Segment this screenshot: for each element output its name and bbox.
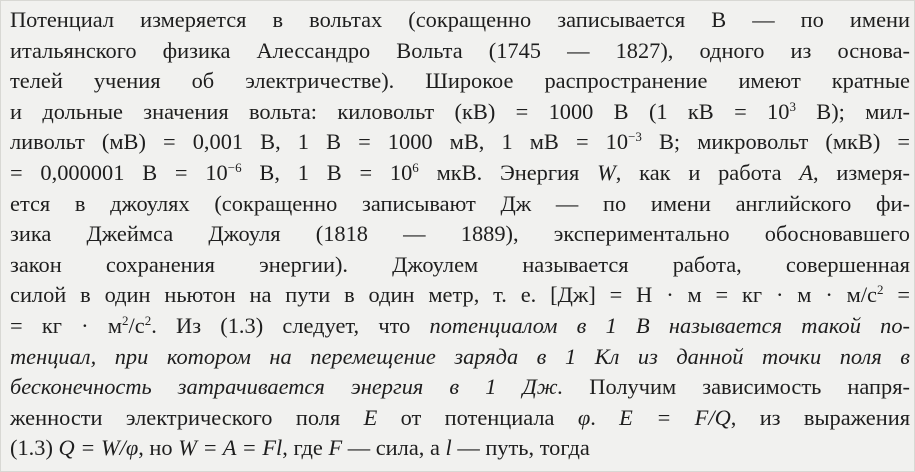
text-line-13 (10, 372, 910, 403)
math-expression: W = A = Fl (178, 435, 283, 461)
line-segment: В); мил- (795, 98, 910, 124)
line-text: закон сохранения энергии). Джоулем называется работа, совершенная (10, 251, 910, 277)
text-line-7 (10, 189, 910, 220)
text-line-14 (10, 403, 910, 434)
line-segment: — сила, а (342, 435, 446, 461)
line-text: итальянского физика Алессандро Вольта (1745 — 1827), одного из основа- (10, 37, 910, 63)
superscript: 6 (412, 159, 419, 175)
line-segment: = 0,000001 В = 10 (10, 159, 228, 185)
paragraph (10, 5, 910, 464)
superscript: −6 (227, 159, 242, 175)
line-segment: и дольные значения вольта: киловольт (кВ) = 1000 В (1 кВ = 10 (10, 98, 790, 124)
line-segment: от потенциала (377, 404, 578, 430)
line-segment: , измеря- (813, 159, 910, 185)
superscript: 2 (122, 312, 129, 328)
text-line-9 (10, 250, 910, 281)
line-segment: мкВ. Энергия (418, 159, 598, 185)
italic-definition: потенциалом в 1 В называется такой по- (429, 312, 910, 338)
line-segment: , как и работа (615, 159, 800, 185)
math-symbol: E (363, 404, 378, 430)
text-line-15 (10, 433, 910, 464)
line-segment: В; микровольт (мкВ) = (641, 129, 910, 155)
math-expression: E = F/Q (619, 404, 731, 430)
text-line-4 (10, 97, 910, 128)
line-segment: , где (282, 435, 329, 461)
italic-definition: тенциал, при котором на перемещение заряда в 1 Кл из данной точки поля в (10, 343, 910, 369)
text-line-8 (10, 219, 910, 250)
line-text: телей учения об электричестве). Широкое распространение имеют кратные (10, 68, 910, 94)
text-line-3 (10, 66, 910, 97)
text-line-1 (10, 5, 910, 36)
text-line-11 (10, 311, 910, 342)
line-segment: = (883, 282, 910, 308)
text-line-5 (10, 127, 910, 158)
text-line-6 (10, 158, 910, 189)
line-segment: , но (138, 435, 179, 461)
line-segment: Получим зависимость напря- (563, 374, 910, 400)
math-symbol: F (328, 435, 343, 461)
superscript: 3 (789, 98, 796, 114)
superscript: 2 (877, 282, 884, 298)
line-segment: /с (128, 312, 145, 338)
line-segment: женности электрического поля (10, 404, 364, 430)
math-symbol: l (445, 435, 452, 461)
math-symbol: A (799, 159, 814, 185)
line-segment: , из выражения (730, 404, 911, 430)
math-symbol: φ (577, 404, 591, 430)
line-segment: . (590, 404, 620, 430)
line-segment: = кг · м (10, 312, 123, 338)
text-line-2 (10, 36, 910, 67)
superscript: 2 (144, 312, 152, 328)
math-symbol: W (597, 159, 616, 185)
line-segment: — путь, тогда (451, 435, 590, 461)
line-segment: . Из (1.3) следует, что (151, 312, 430, 338)
line-segment: В, 1 В = 10 (241, 159, 413, 185)
italic-definition: бесконечность затрачивается энергия в 1 Дж. (10, 374, 564, 400)
line-segment: силой в один ньютон на пути в один метр, т. е. [Дж] = Н · м = кг · м · м/с (10, 282, 877, 308)
text-line-12 (10, 342, 910, 373)
text-line-10 (10, 280, 910, 311)
line-text: зика Джеймса Джоуля (1818 — 1889), экспериментально обосновавшего (10, 221, 910, 247)
superscript: −3 (628, 129, 642, 145)
line-segment: ливольт (мВ) = 0,001 В, 1 В = 1000 мВ, 1 мВ = 10 (10, 129, 629, 155)
line-text: Потенциал измеряется в вольтах (сокращенно записывается В — по имени (10, 7, 910, 32)
line-text: ется в джоулях (сокращенно записывают Дж — по имени английского фи- (10, 190, 910, 216)
math-expression: Q = W/φ (58, 435, 139, 461)
line-segment: (1.3) (10, 435, 59, 461)
